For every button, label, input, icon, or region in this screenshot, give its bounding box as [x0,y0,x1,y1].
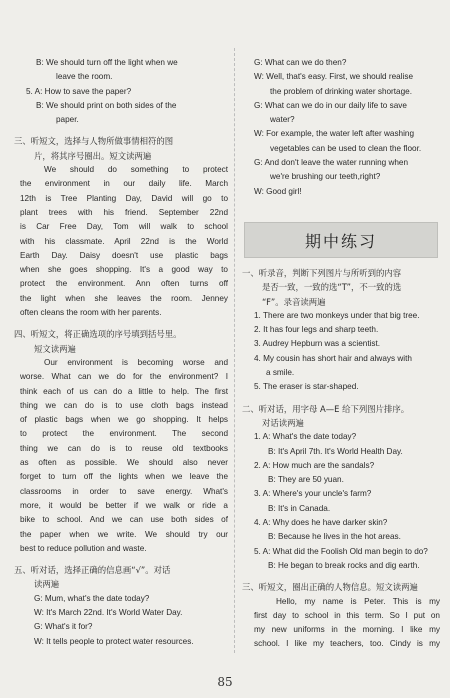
section-1-heading: “F”。录音读两遍 [262,296,326,307]
dialog-line: 4. A: Why does he have darker skin? [254,518,388,528]
question-item: 3. Audrey Hepburn was a scientist. [254,339,381,349]
passage-line: is Car Free Day, Tom will walk to school [20,222,228,232]
dialog-line: B: He began to break rocks and dig earth. [268,560,420,570]
passage-line: plant trees with his friend. September 22nd [20,207,228,217]
dialog-line: B: They are 50 yuan. [268,475,344,485]
section-4-heading: 四、听短文，将正确选项的序号填到括号里。 [14,329,182,340]
dialog-line: 2. A: How much are the sandals? [254,460,375,470]
passage-line: bike to school. And we can use both sides of [20,515,228,525]
section-2-heading: 对话读两遍 [262,417,304,428]
dialog-line: water? [270,115,295,125]
dialog-line: W: For example, the water left after washing [254,129,415,139]
dialog-line: paper. [56,115,79,125]
dialog-line: W: Well, that's easy. First, we should realise [254,72,413,82]
dialog-line: G: Mum, what's the date today? [34,593,150,603]
dialog-line: B: It's in Canada. [268,503,331,513]
dialog-line: W: It tells people to protect water resources. [34,636,194,646]
passage-line: as often as possible. We should also never [20,458,228,468]
question-item: 4. My cousin has short hair and always with [254,353,412,363]
passage-line: when she goes shopping. It's a good way to [20,265,228,275]
dialog-line: 5. A: How to save the paper? [26,86,132,96]
left-column [14,56,228,649]
passage-line: forget to turn off the lights when we leave the [20,472,228,482]
passage-line: classrooms in order to save energy. What's [20,486,228,496]
dialog-line: 5. A: What did the Foolish Old man begin to do? [254,546,428,556]
dialog-line: G: What's it for? [34,622,93,632]
dialog-line: B: It's April 7th. It's World Health Day. [268,446,403,456]
dialog-line: W: It's March 22nd. It's World Water Day. [34,607,183,617]
question-item: 5. The eraser is star-shaped. [254,382,359,392]
dialog-line: 1. A: What's the date today? [254,432,357,442]
section-4-heading: 短文读两遍 [34,343,76,354]
dialog-line: the problem of drinking water shortage. [270,86,412,96]
section-1-heading: 一、听录音，判断下列图片与所听到的内容 [242,268,402,278]
right-column-bottom [242,266,440,652]
passage-line: We should do something to protect [44,165,228,175]
dialog-line: G: What can we do in our daily life to save [254,100,407,110]
passage-line: thing we can do is to use cloth bags instead [20,400,228,410]
passage-line: Our environment is becoming worse and [44,357,228,367]
passage-line: worse. What can we do for the environment? I [20,372,228,382]
passage-line: Hello, my name is Peter. This is my [276,596,440,606]
passage-line: the paper when we write. We should try our [20,529,228,539]
passage-line: with his classmate. April 22nd is the World [20,236,228,246]
passage-line: of plastic bags when we go shopping. It helps [20,415,228,425]
page-number: 85 [217,675,233,689]
passage-line: 12th is Tree Planting Day, David will go to [20,193,228,203]
section-3-heading: 三、听短文，选择与人物所做事情相符的图 [14,136,174,147]
passage-line: protect the environment. Ann often turns off [20,279,228,289]
passage-line: thing we can do is to reuse old textbooks [20,443,228,453]
section-3-heading: 片，将其序号圈出。短文读两遍 [34,150,152,161]
dialog-line: B: We should print on both sides of the [36,100,177,110]
passage-line: best to reduce pollution and waste. [20,543,147,553]
dialog-line: leave the room. [56,72,113,82]
passage-line: think each of us can do a little to help. The first [20,386,228,396]
passage-line: my new uniforms in the morning. I like my [254,625,440,635]
column-divider [234,48,235,653]
dialog-line: W: Good girl! [254,186,302,196]
question-item: 2. It has four legs and sharp teeth. [254,325,379,335]
section-3-heading: 三、听短文，圈出正确的人物信息。短文读两遍 [242,582,418,593]
dialog-line: 3. A: Where's your uncle's farm? [254,489,372,499]
section-1-heading: 是否一致，一致的选“T”，不一致的选 [262,282,402,293]
passage-line: the light when she leaves the room. Jenney [20,293,228,303]
section-5-heading: 五、听对话，选择正确的信息画“√”。对话 [14,565,171,576]
passage-line: first day to school in this term. So I put on [254,610,440,620]
passage-line: the environment in our daily life. March [20,179,228,189]
dialog-line: B: We should turn off the light when we [36,58,178,67]
question-item: 1. There are two monkeys under that big tree. [254,310,420,320]
question-item: a smile. [266,368,295,378]
passage-line: more, it would be better if we walk or ride a [20,500,228,510]
dialog-line: B: Because he lives in the hot areas. [268,532,401,542]
midterm-title-banner: 期中练习 [244,222,438,258]
section-5-heading: 读两遍 [34,579,60,590]
right-column-top [242,56,440,199]
section-2-heading: 二、听对话，用字母 A—E 给下列图片排序。 [242,403,410,414]
passage-line: school. I like my teachers, too. Cindy is my [254,639,440,649]
dialog-line: G: What can we do then? [254,58,347,67]
dialog-line: we're brushing our teeth,right? [270,172,381,182]
passage-line: Earth Day. Daisy doesn't use plastic bags [20,250,228,260]
dialog-line: vegetables can be used to clean the floor. [270,143,422,153]
dialog-line: G: And don't leave the water running when [254,158,409,168]
passage-line: to protect the environment. The second [20,429,228,439]
passage-line: often cleans the room with her parents. [20,308,162,318]
